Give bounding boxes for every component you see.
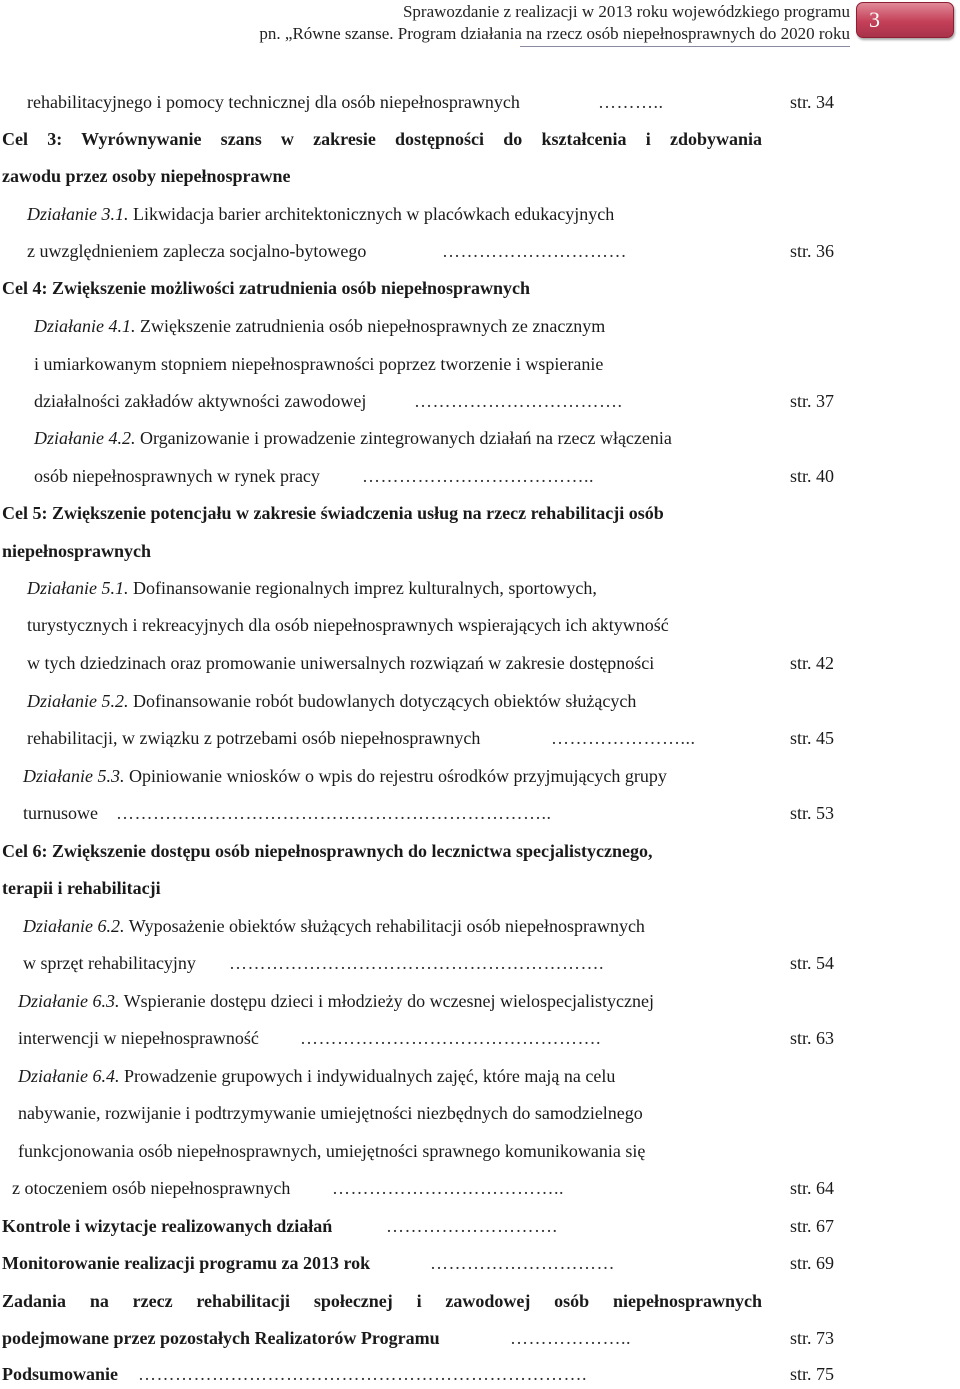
toc-heading-text: Cel 6: Zwiększenie dostępu osób niepełnosprawnych do lecznictwa specjalistycznego, (2, 841, 653, 861)
toc-entry-text: osób niepełnosprawnych w rynek pracy (34, 466, 320, 486)
toc-entry-text: rehabilitacji, w związku z potrzebami osób niepełnosprawnych (27, 728, 481, 748)
toc-entry-prefix: Działanie 6.4. (18, 1066, 120, 1086)
toc-entry (0, 911, 960, 941)
toc-entry (0, 423, 960, 453)
toc-entry-prefix: Działanie 6.3. (18, 991, 120, 1011)
toc-entry-text: Działanie 4.1. Zwiększenie zatrudnienia osób niepełnosprawnych ze znacznym (34, 316, 606, 336)
page-number-badge: 3 (856, 2, 954, 38)
toc-entry (0, 199, 960, 229)
toc-entry-text: rehabilitacyjnego i pomocy technicznej dla osób niepełnosprawnych (27, 92, 520, 112)
toc-entry-text: w tych dziedzinach oraz promowanie uniwersalnych rozwiązań w zakresie dostępności (27, 653, 655, 673)
toc-leader: ……………….. (510, 1328, 631, 1348)
toc-entry (0, 986, 960, 1016)
toc-leader: …………………... (551, 728, 696, 748)
header-line-1: Sprawozdanie z realizacji w 2013 roku wojewódzkiego programu (402, 2, 850, 21)
toc-page-ref: str. 34 (790, 92, 835, 112)
toc-entry (0, 311, 960, 341)
toc-entry-text: funkcjonowania osób niepełnosprawnych, umiejętności sprawnego komunikowania się (18, 1141, 646, 1161)
toc-heading (0, 536, 960, 566)
toc-leader: ……….. (598, 92, 664, 112)
toc-heading (0, 498, 960, 528)
toc-leader: ……………………………….. (332, 1178, 564, 1198)
toc-entry (0, 761, 960, 791)
toc-page-ref: str. 69 (790, 1253, 835, 1273)
toc-entry-text: w sprzęt rehabilitacyjny (23, 953, 196, 973)
toc-entry-prefix: Działanie 3.1. (27, 204, 129, 224)
toc-entry (0, 798, 960, 828)
toc-heading (0, 1211, 960, 1241)
toc-entry (0, 948, 960, 978)
toc-leader: ……………………………….. (362, 466, 594, 486)
toc-entry-text: z uwzględnieniem zaplecza socjalno-bytowego (27, 241, 367, 261)
toc-heading-text: podejmowane przez pozostałych Realizatorów Programu (2, 1328, 440, 1348)
toc-leader: ………………………… (430, 1253, 615, 1273)
toc-heading (0, 873, 960, 903)
toc-heading-text: terapii i rehabilitacji (2, 878, 161, 898)
toc-entry-text: Działanie 5.3. Opiniowanie wniosków o wpis do rejestru ośrodków przyjmujących grupy (23, 766, 667, 786)
toc-leader: …………………………………………. (300, 1028, 601, 1048)
header-line-2: pn. „Równe szanse. Program działania na rzecz osób niepełnosprawnych do 2020 roku (259, 24, 850, 43)
toc-entry-text: i umiarkowanym stopniem niepełnosprawności poprzez tworzenie i wspieranie (34, 354, 604, 374)
toc-leader: ………………………… (442, 241, 627, 261)
toc-heading (0, 161, 960, 191)
toc-entry-text: Działanie 5.2. Dofinansowanie robót budowlanych dotyczących obiektów służących (27, 691, 637, 711)
toc-heading (0, 1286, 960, 1316)
toc-entry-prefix: Działanie 4.1. (34, 316, 136, 336)
toc-heading (0, 1359, 960, 1389)
toc-entry-text: Działanie 6.4. Prowadzenie grupowych i indywidualnych zajęć, które mają na celu (18, 1066, 616, 1086)
toc-page-ref: str. 67 (790, 1216, 835, 1236)
toc-heading-text: Monitorowanie realizacji programu za 2013 rok (2, 1253, 371, 1273)
toc-entry (0, 686, 960, 716)
toc-entry (0, 461, 960, 491)
toc-heading (0, 1248, 960, 1278)
toc-entry (0, 87, 960, 117)
toc-entry (0, 1061, 960, 1091)
toc-heading (0, 273, 960, 303)
toc-entry-prefix: Działanie 4.2. (34, 428, 136, 448)
toc-entry-text: Działanie 4.2. Organizowanie i prowadzenie zintegrowanych działań na rzecz włączenia (34, 428, 672, 448)
toc-entry-text: turnusowe (23, 803, 98, 823)
toc-page-ref: str. 45 (790, 728, 835, 748)
toc-heading (0, 124, 960, 154)
toc-entry-text: Działanie 3.1. Likwidacja barier architektonicznych w placówkach edukacyjnych (27, 204, 615, 224)
toc-entry (0, 386, 960, 416)
toc-entry (0, 573, 960, 603)
toc-entry-text: z otoczeniem osób niepełnosprawnych (12, 1178, 291, 1198)
toc-entry (0, 1098, 960, 1128)
toc-page-ref: str. 42 (790, 653, 835, 673)
toc-leader: ………………………………………………………………. (138, 1364, 587, 1384)
toc-leader: …………………………………………………………….. (116, 803, 552, 823)
toc-entry (0, 648, 960, 678)
toc-entry (0, 349, 960, 379)
toc-heading-text: Zadania na rzecz rehabilitacji społecznej i zawodowej osób niepełnosprawnych (2, 1291, 762, 1311)
toc-entry (0, 1173, 960, 1203)
toc-heading-text: Kontrole i wizytacje realizowanych działań (2, 1216, 333, 1236)
toc-entry-text: interwencji w niepełnosprawność (18, 1028, 259, 1048)
toc-entry-prefix: Działanie 5.2. (27, 691, 129, 711)
toc-page-ref: str. 37 (790, 391, 835, 411)
toc-entry-text: turystycznych i rekreacyjnych dla osób niepełnosprawnych wspierających ich aktywność (27, 615, 669, 635)
toc-page-ref: str. 53 (790, 803, 835, 823)
toc-page-ref: str. 40 (790, 466, 835, 486)
toc-entry (0, 236, 960, 266)
toc-entry-prefix: Działanie 5.3. (23, 766, 125, 786)
toc-heading (0, 836, 960, 866)
toc-entry (0, 610, 960, 640)
toc-entry-text: nabywanie, rozwijanie i podtrzymywanie umiejętności niezbędnych do samodzielnego (18, 1103, 643, 1123)
toc-page-ref: str. 54 (790, 953, 835, 973)
toc-heading-text: Cel 5: Zwiększenie potencjału w zakresie świadczenia usług na rzecz rehabilitacji osób (2, 503, 664, 523)
toc-leader: ………………………. (386, 1216, 558, 1236)
toc-entry (0, 1023, 960, 1053)
toc-entry-text: działalności zakładów aktywności zawodowej (34, 391, 367, 411)
toc-entry-prefix: Działanie 6.2. (23, 916, 125, 936)
toc-heading-text: Cel 4: Zwiększenie możliwości zatrudnienia osób niepełnosprawnych (2, 278, 531, 298)
toc-page-ref: str. 75 (790, 1364, 835, 1384)
toc-heading-text: Cel 3: Wyrównywanie szans w zakresie dostępności do kształcenia i zdobywania (2, 129, 762, 149)
toc-leader: ……………………………………………………. (229, 953, 604, 973)
toc-entry-prefix: Działanie 5.1. (27, 578, 129, 598)
toc-page-ref: str. 63 (790, 1028, 835, 1048)
toc-entry-text: Działanie 5.1. Dofinansowanie regionalnych imprez kulturalnych, sportowych, (27, 578, 597, 598)
toc-heading-text: zawodu przez osoby niepełnosprawne (2, 166, 291, 186)
toc-heading-text: niepełnosprawnych (2, 541, 152, 561)
toc-heading (0, 1323, 960, 1353)
toc-heading-text: Podsumowanie (2, 1364, 119, 1384)
toc-page-ref: str. 36 (790, 241, 835, 261)
toc-page-ref: str. 73 (790, 1328, 835, 1348)
toc-entry (0, 723, 960, 753)
toc-entry (0, 1136, 960, 1166)
toc-page-ref: str. 64 (790, 1178, 835, 1198)
toc-entry-text: Działanie 6.2. Wyposażenie obiektów służących rehabilitacji osób niepełnosprawnych (23, 916, 645, 936)
toc-entry-text: Działanie 6.3. Wspieranie dostępu dzieci i młodzieży do wczesnej wielospecjalistycznej (18, 991, 654, 1011)
toc-leader: ……………………………. (414, 391, 623, 411)
